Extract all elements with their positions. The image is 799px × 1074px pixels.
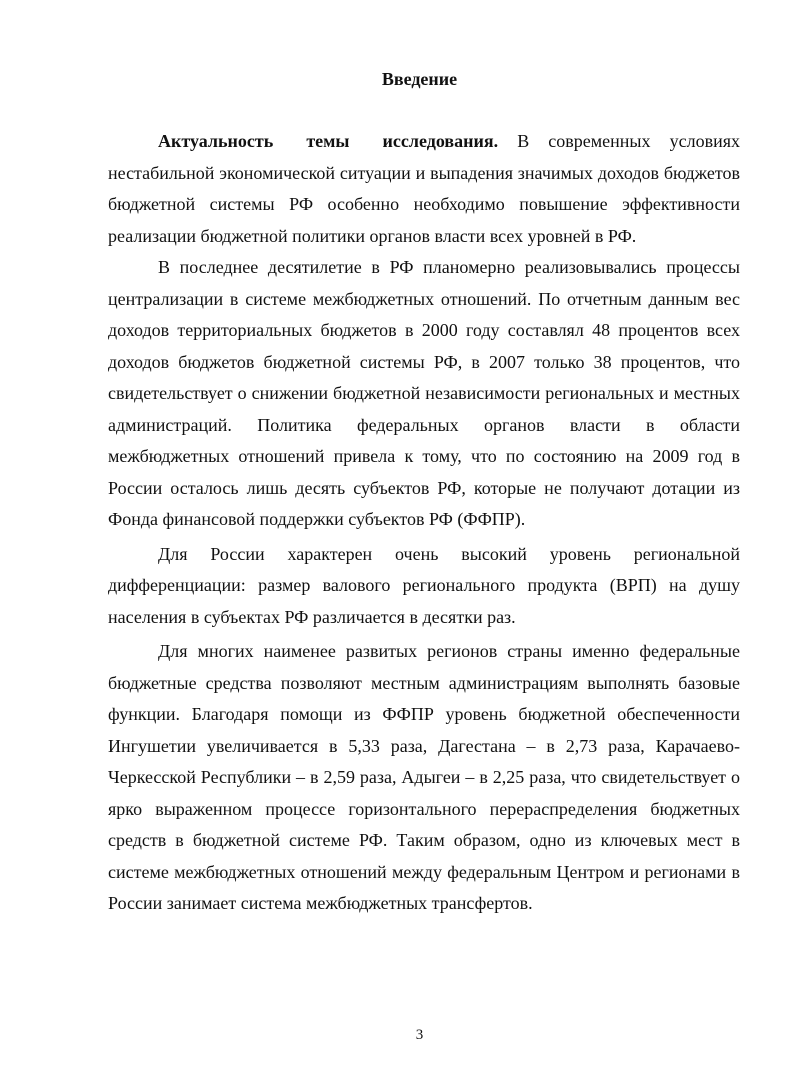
paragraph-centralization xyxy=(108,252,740,536)
paragraph-text: В последнее десятилетие в РФ планомерно реализовывались процессы централизации в системе межбюджетных отношений. По отчетным данным вес доходов территориальных бюджетов в 2000 году составлял 48 процентов всех доходов бюджетов бюджетной системы РФ, в 2007 только 38 процентов, что свидетельствует о снижении бюджетной независимости региональных и местных администраций. Политика федеральных органов власти в области межбюджетных отношений привела к тому, что по состоянию на 2009 год в России осталось лишь десять субъектов РФ, которые не получают дотации из Фонда финансовой поддержки субъектов РФ (ФФПР). xyxy=(108,257,740,529)
paragraph-relevance xyxy=(108,126,740,252)
paragraph-transfers xyxy=(108,636,740,920)
body-text xyxy=(108,126,740,920)
section-heading: Введение xyxy=(381,69,458,89)
page-number: 3 xyxy=(415,1027,424,1043)
paragraph-lead: Актуальность темы исследования. xyxy=(158,131,499,151)
paragraph-text: В современных условиях нестабильной экономической ситуации и выпадения значимых доходов бюджетов бюджетной системы РФ особенно необходимо повышение эффективности реализации бюджетной политики органов власти всех уровней в РФ. xyxy=(108,131,741,246)
paragraph-text: Для многих наименее развитых регионов страны именно федеральные бюджетные средства позволяют местным администрациям выполнять базовые функции. Благодаря помощи из ФФПР уровень бюджетной обеспеченности Ингушетии увеличивается в 5,33 раза, Дагестана – в 2,73 раза, Карачаево-Черкесской Республики – в 2,59 раза, Адыгеи – в 2,25 раза, что свидетельствует о ярко выраженном процессе горизонтального перераспределения бюджетных средств в бюджетной системе РФ. Таким образом, одно из ключевых мест в системе межбюджетных отношений между федеральным Центром и регионами в России занимает система межбюджетных трансфертов. xyxy=(108,641,740,913)
paragraph-differentiation xyxy=(108,539,740,634)
paragraph-text: Для России характерен очень высокий уровень региональной дифференциации: размер валового регионального продукта (ВРП) на душу населения в субъектах РФ различается в десятки раз. xyxy=(108,543,740,627)
